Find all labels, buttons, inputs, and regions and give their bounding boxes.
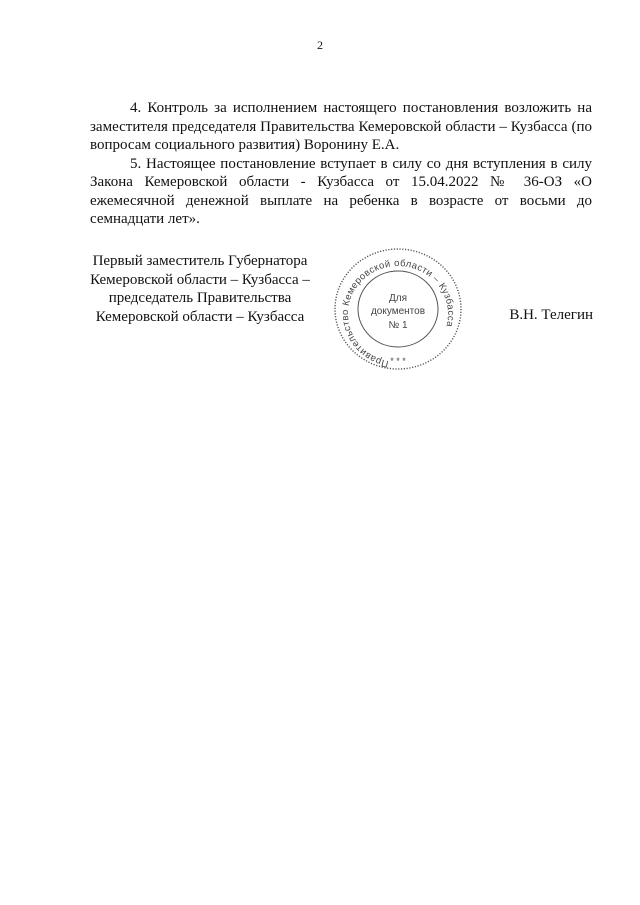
stamp-ring-text: Правительство Кемеровской области – Кузбасса (339, 257, 457, 370)
signatory-name: В.Н. Телегин (509, 307, 593, 323)
stamp-center-line: № 1 (388, 320, 408, 331)
official-stamp (326, 244, 470, 374)
stamp-center-line: Для (388, 293, 408, 304)
document-body (90, 99, 592, 229)
paragraph-5: 5. Настоящее постановление вступает в силу со дня вступления в силу Закона Кемеровской области - Кузбасса от 15.04.2022 № 36-ОЗ «О ежемесячной денежной выплате на ребенка в возрасте от восьми до семнадцати лет». (90, 155, 592, 227)
stamp-center-line: документов (370, 306, 426, 317)
signatory-title-line: Кемеровской области – Кузбасса (95, 308, 305, 325)
page-number: 2 (317, 38, 323, 52)
signatory-title-line: Первый заместитель Губернатора (92, 253, 308, 269)
signatory-title (80, 252, 320, 326)
paragraph-4: 4. Контроль за исполнением настоящего постановления возложить на заместителя председателя Правительства Кемеровской области – Кузбасса (по вопросам социального развития) Воронину Е.А. (90, 100, 592, 153)
signatory-title-line: председатель Правительства (108, 290, 292, 306)
signatory-title-line: Кемеровской области – Кузбасса – (90, 271, 310, 288)
stamp-stars: * * * (390, 356, 406, 366)
